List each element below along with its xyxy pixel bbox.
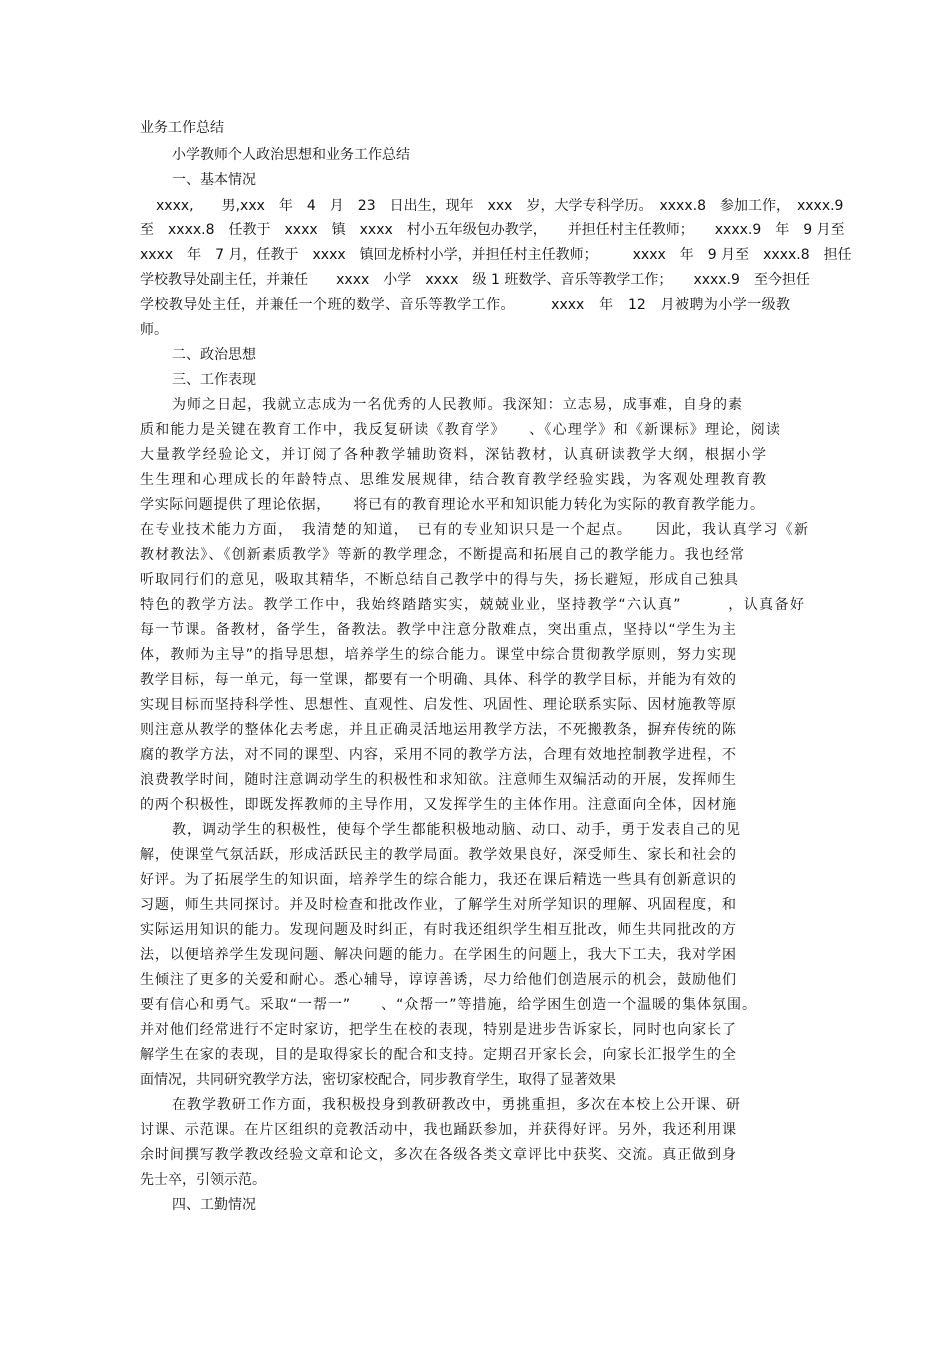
text-line: 体，教师为主导”的指导思想，培养学生的综合能力。课堂中综合贯彻教学原则，努力实现: [140, 647, 736, 663]
text-line: 浪费教学时间，随时注意调动学生的积极性和求知欲。注意师生双编活动的开展，发挥师生: [140, 772, 736, 788]
text-line: 教材教法》、《创新素质教学》等新的教学理念，不断提高和拓展自己的教学能力。我也经常: [140, 547, 744, 563]
text-line: 质和能力是关键在教育工作中，我反复研读《教育学》 、《心理学》和《新课标》理论，阅读: [140, 422, 780, 438]
text-line: 教，调动学生的积极性，使每个学生都能积极地动脑、动口、动手，勇于发表自己的见: [172, 822, 740, 838]
text-line: 为师之日起，我就立志成为一名优秀的人民教师。我深知：立志易，成事难，自身的素: [172, 397, 742, 413]
text-line: 每一节课。备教材，备学生，备教法。教学中注意分散难点，突出重点，坚持以“学生为主: [140, 622, 736, 638]
text-line: 法，以便培养学生发现问题、解决问题的能力。在学困生的问题上，我大下工夫，我对学困: [140, 947, 736, 963]
text-line: xxxx 年 7 月，任教于 xxxx 镇回龙桥村小学，并担任村主任教师； xxxx 年 9 月至 xxxx.8 担任: [140, 247, 852, 263]
text-line: 实际运用知识的能力。发现问题及时纠正，有时我还组织学生相互批改，师生共同批改的方: [140, 922, 736, 938]
section-heading-political: 二、政治思想: [172, 347, 256, 363]
text-line: 大量教学经验论文，并订阅了各种教学辅助资料，深钻教材，认真研读教学大纲，根据小学: [140, 447, 766, 463]
text-line: 要有信心和勇气。采取“一帮一” 、“众帮一”等措施，给学困生创造一个温暖的集体氛围。: [140, 997, 756, 1013]
text-line: 特色的教学方法。教学工作中，我始终踏踏实实，兢兢业业，坚持教学“六认真” ，认真备好: [140, 597, 804, 613]
text-line: 习题，师生共同探讨。并及时检查和批改作业，了解学生对所学知识的理解、巩固程度，和: [140, 897, 736, 913]
text-line: 解学生在家的表现，目的是取得家长的配合和支持。定期召开家长会，向家长汇报学生的全: [140, 1047, 736, 1063]
text-line: 解，使课堂气氛活跃，形成活跃民主的教学局面。教学效果良好，深受师生、家长和社会的: [140, 847, 736, 863]
section-heading-performance: 三、工作表现: [172, 372, 256, 388]
text-line: 学实际问题提供了理论依据， 将已有的教育理论水平和知识能力转化为实际的教育教学能力。: [140, 497, 764, 513]
text-line: 腐的教学方法，对不同的课型、内容，采用不同的教学方法，合理有效地控制教学进程，不: [140, 747, 736, 763]
text-line: 的两个积极性，即既发挥教师的主导作用，又发挥学生的主体作用。注意面向全体，因材施: [140, 797, 736, 813]
section-heading-basic: 一、基本情况: [172, 172, 256, 188]
text-line: 生生理和心理成长的年龄特点、思维发展规律，结合教育教学经验实践，为客观处理教育教: [140, 472, 766, 488]
text-line: 教学目标，每一单元，每一堂课，都要有一个明确、具体、科学的教学目标，并能为有效的: [140, 672, 736, 688]
text-line: 则注意从教学的整体化去考虑，并且正确灵活地运用教学方法，不死搬教条，摒弃传统的陈: [140, 722, 736, 738]
text-line: 面情况，共同研究教学方法，密切家校配合，同步教育学生，取得了显著效果: [140, 1072, 616, 1088]
text-line: xxxx, 男,xxx 年 4 月 23 日出生，现年 xxx 岁，大学专科学历。 xxxx.8 参加工作， xxxx.9: [156, 198, 844, 214]
document-subtitle: 小学教师个人政治思想和业务工作总结: [172, 147, 410, 163]
section-heading-attendance: 四、工勤情况: [172, 1197, 256, 1213]
text-line: 先士卒，引领示范。: [140, 1172, 266, 1188]
text-line: 实现目标而坚持科学性、思想性、直观性、启发性、巩固性、理论联系实际、因材施教等原: [140, 697, 736, 713]
text-line: 好评。为了拓展学生的知识面，培养学生的综合能力，我还在课后精选一些具有创新意识的: [140, 872, 736, 888]
text-line: 余时间撰写教学教改经验文章和论文，多次在各级各类文章评比中获奖、交流。真正做到身: [140, 1147, 736, 1163]
text-line: 并对他们经常进行不定时家访，把学生在校的表现，特别是进步告诉家长，同时也向家长了: [140, 1022, 736, 1038]
text-line: 师。: [140, 322, 168, 338]
text-line: 学校教导处主任，并兼任一个班的数学、音乐等教学工作。 xxxx 年 12 月被聘为小学一级教: [140, 297, 790, 313]
text-line: 听取同行们的意见，吸取其精华，不断总结自己教学中的得与失，扬长避短，形成自己独具: [140, 572, 738, 588]
text-line: 至 xxxx.8 任教于 xxxx 镇 xxxx 村小五年级包办教学， 并担任村主任教师； xxxx.9 年 9 月至: [140, 222, 845, 238]
text-line: 生倾注了更多的关爱和耐心。悉心辅导，谆谆善诱，尽力给他们创造展示的机会，鼓励他们: [140, 972, 736, 988]
text-line: 学校教导处副主任，并兼任 xxxx 小学 xxxx 级 1 班数学、音乐等教学工作； xxxx.9 至今担任: [140, 272, 810, 288]
text-line: 在教学教研工作方面，我积极投身到教研教改中，勇挑重担，多次在本校上公开课、研: [172, 1097, 740, 1113]
text-line: 在专业技术能力方面， 我清楚的知道， 已有的专业知识只是一个起点。 因此，我认真学习《新: [140, 522, 808, 538]
text-line: 讨课、示范课。在片区组织的竞教活动中，我也踊跃参加，并获得好评。另外，我还利用课: [140, 1122, 736, 1138]
document-title: 业务工作总结: [140, 120, 224, 136]
